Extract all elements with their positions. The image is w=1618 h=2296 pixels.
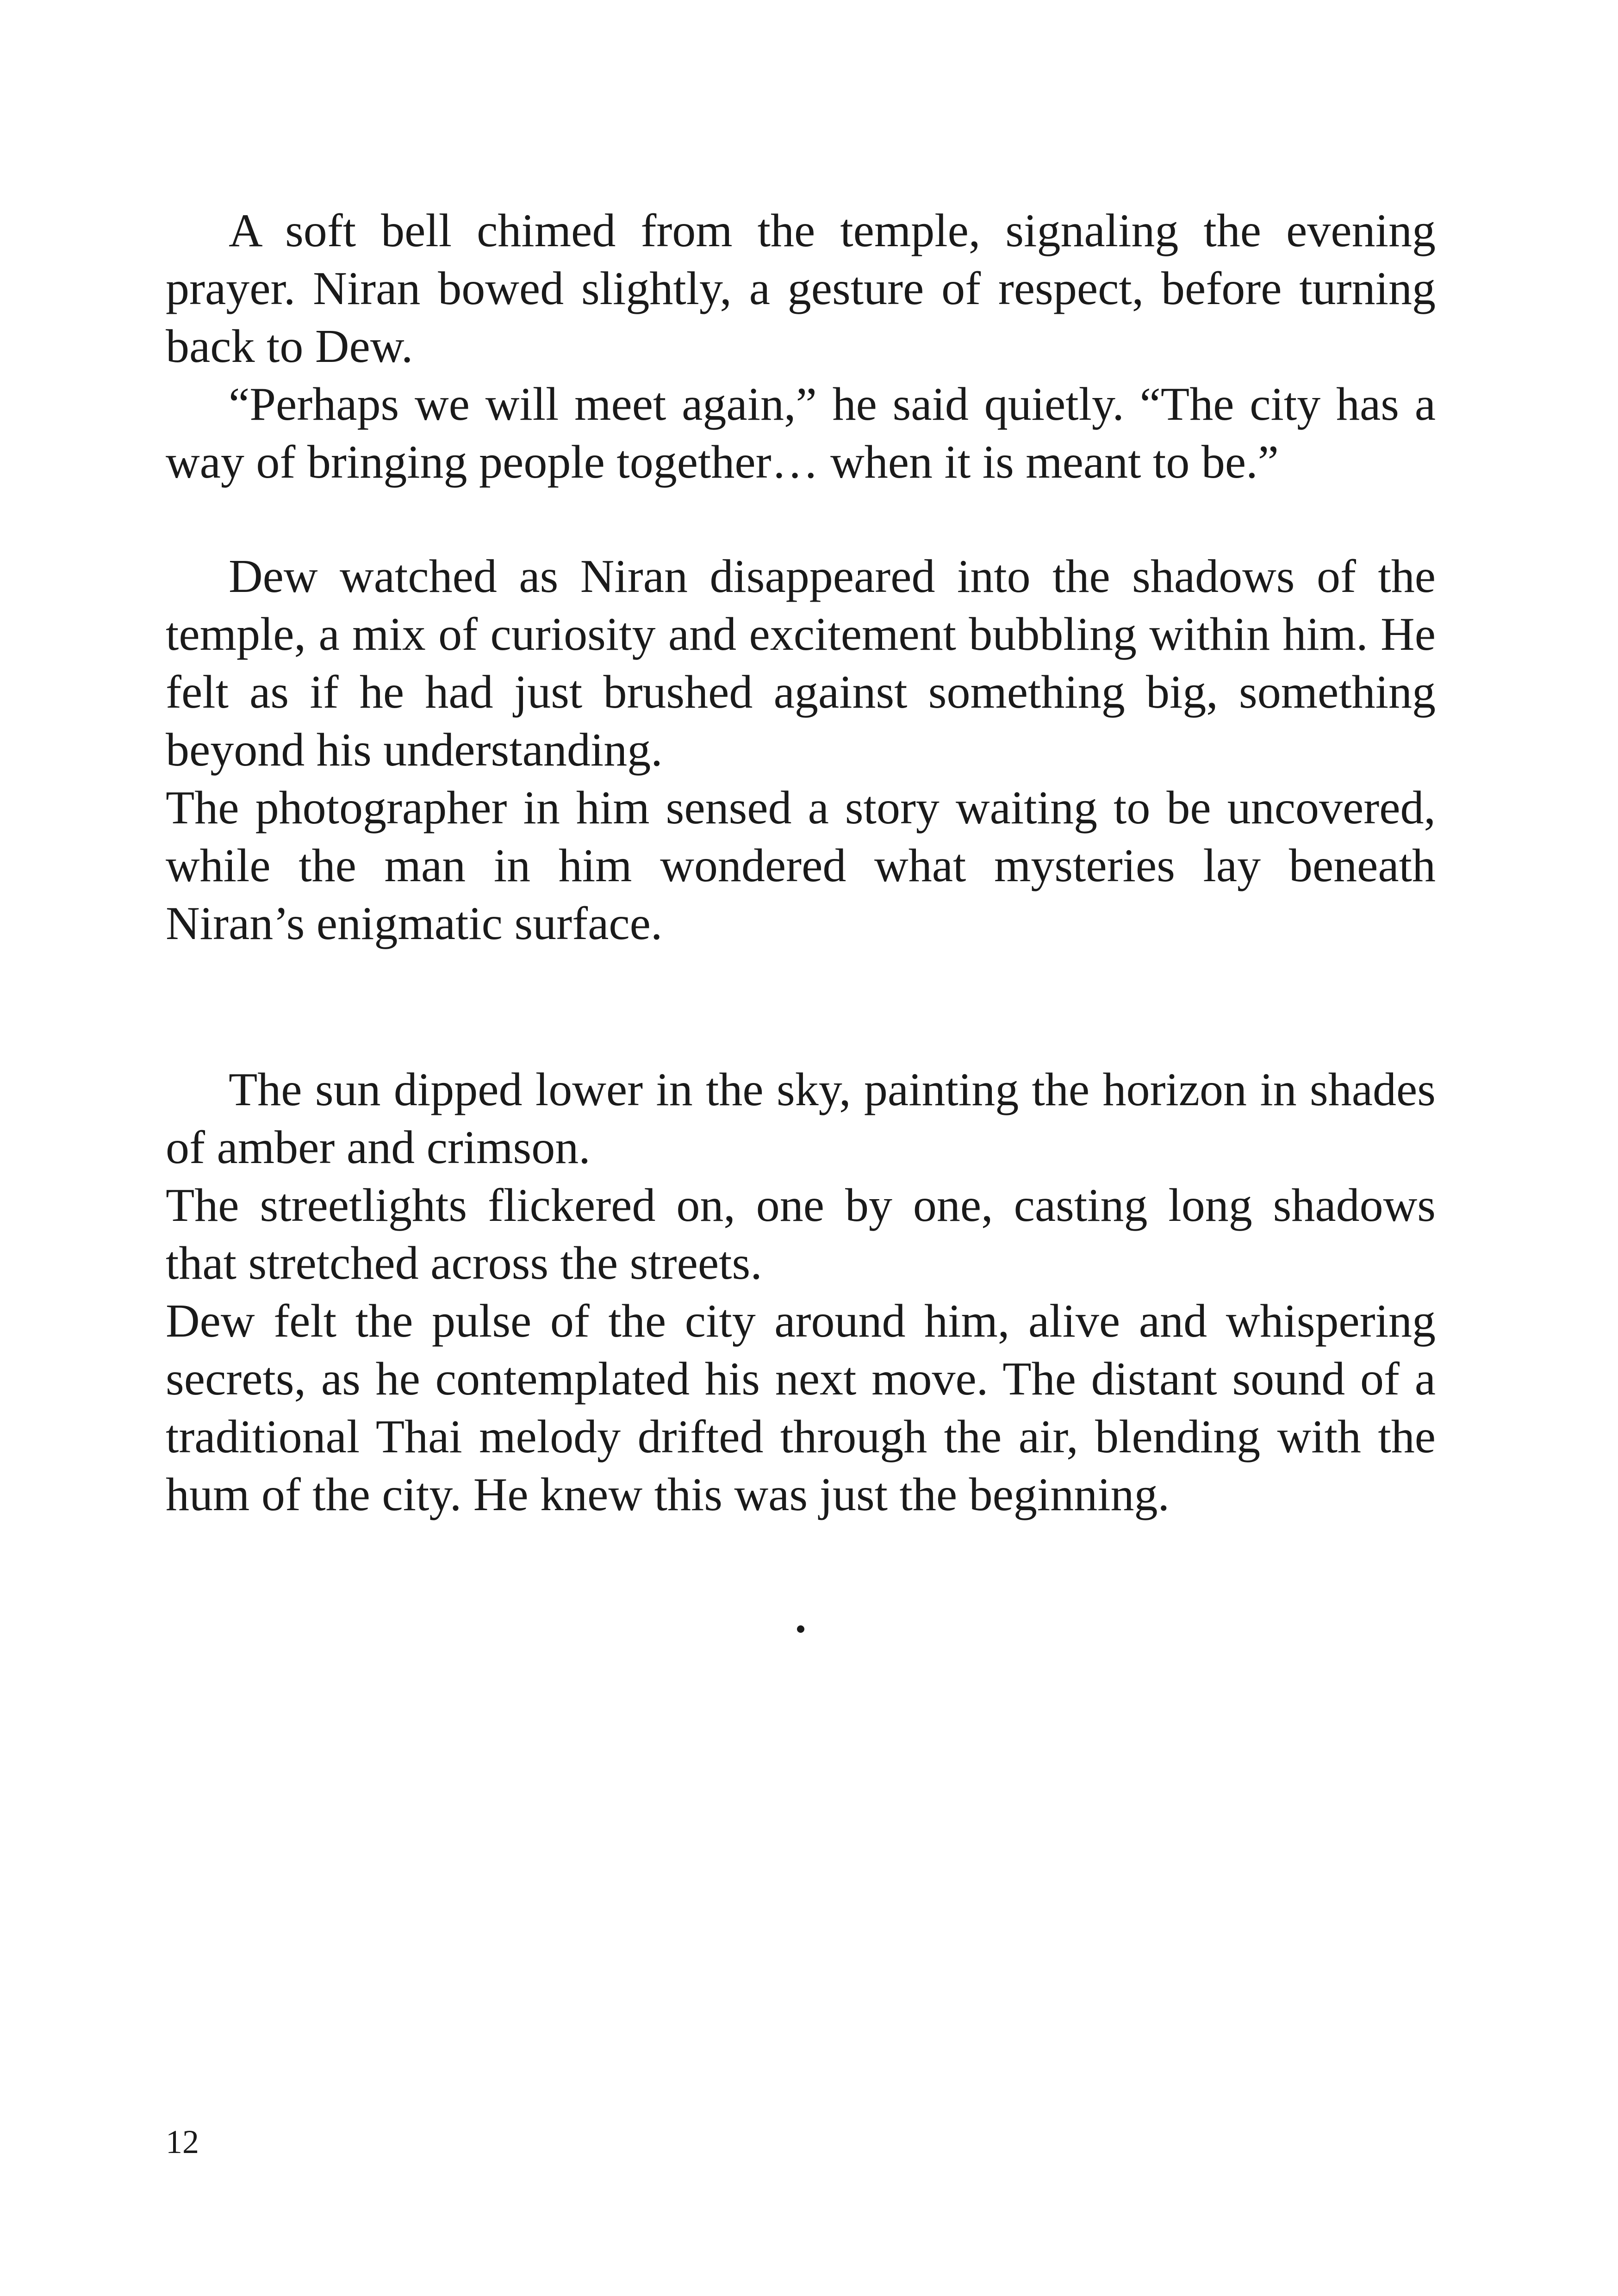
page-number: 12 (166, 2123, 199, 2160)
paragraph: Dew watched as Niran disappeared into the shadows of the temple, a mix of curiosity and excitement bubbling within him. He felt as if he had just brushed against something big, something beyond his understanding. (166, 550, 1436, 776)
paragraph: Dew felt the pulse of the city around him, alive and whispering secrets, as he contemplated his next move. The distant sound of a traditional Thai melody drifted through the air, blending with the hum of the city. He knew this was just the beginning. (166, 1295, 1436, 1521)
paragraph: “Perhaps we will meet again,” he said quietly. “The city has a way of bringing people together… when it is meant to be.” (166, 378, 1436, 488)
paragraph: The streetlights flickered on, one by one, casting long shadows that stretched across the streets. (166, 1179, 1436, 1289)
section-break-dot (797, 1625, 804, 1633)
text-block-3 (166, 1061, 1436, 1524)
text-block-2 (166, 548, 1436, 952)
paragraph: A soft bell chimed from the temple, signaling the evening prayer. Niran bowed slightly, a gesture of respect, before turning back to Dew. (166, 205, 1436, 373)
paragraph: The photographer in him sensed a story waiting to be uncovered, while the man in him wondered what mysteries lay beneath Niran’s enigmatic surface. (166, 782, 1436, 950)
text-block-1 (166, 202, 1436, 491)
paragraph: The sun dipped lower in the sky, painting the horizon in shades of amber and crimson. (166, 1064, 1436, 1174)
